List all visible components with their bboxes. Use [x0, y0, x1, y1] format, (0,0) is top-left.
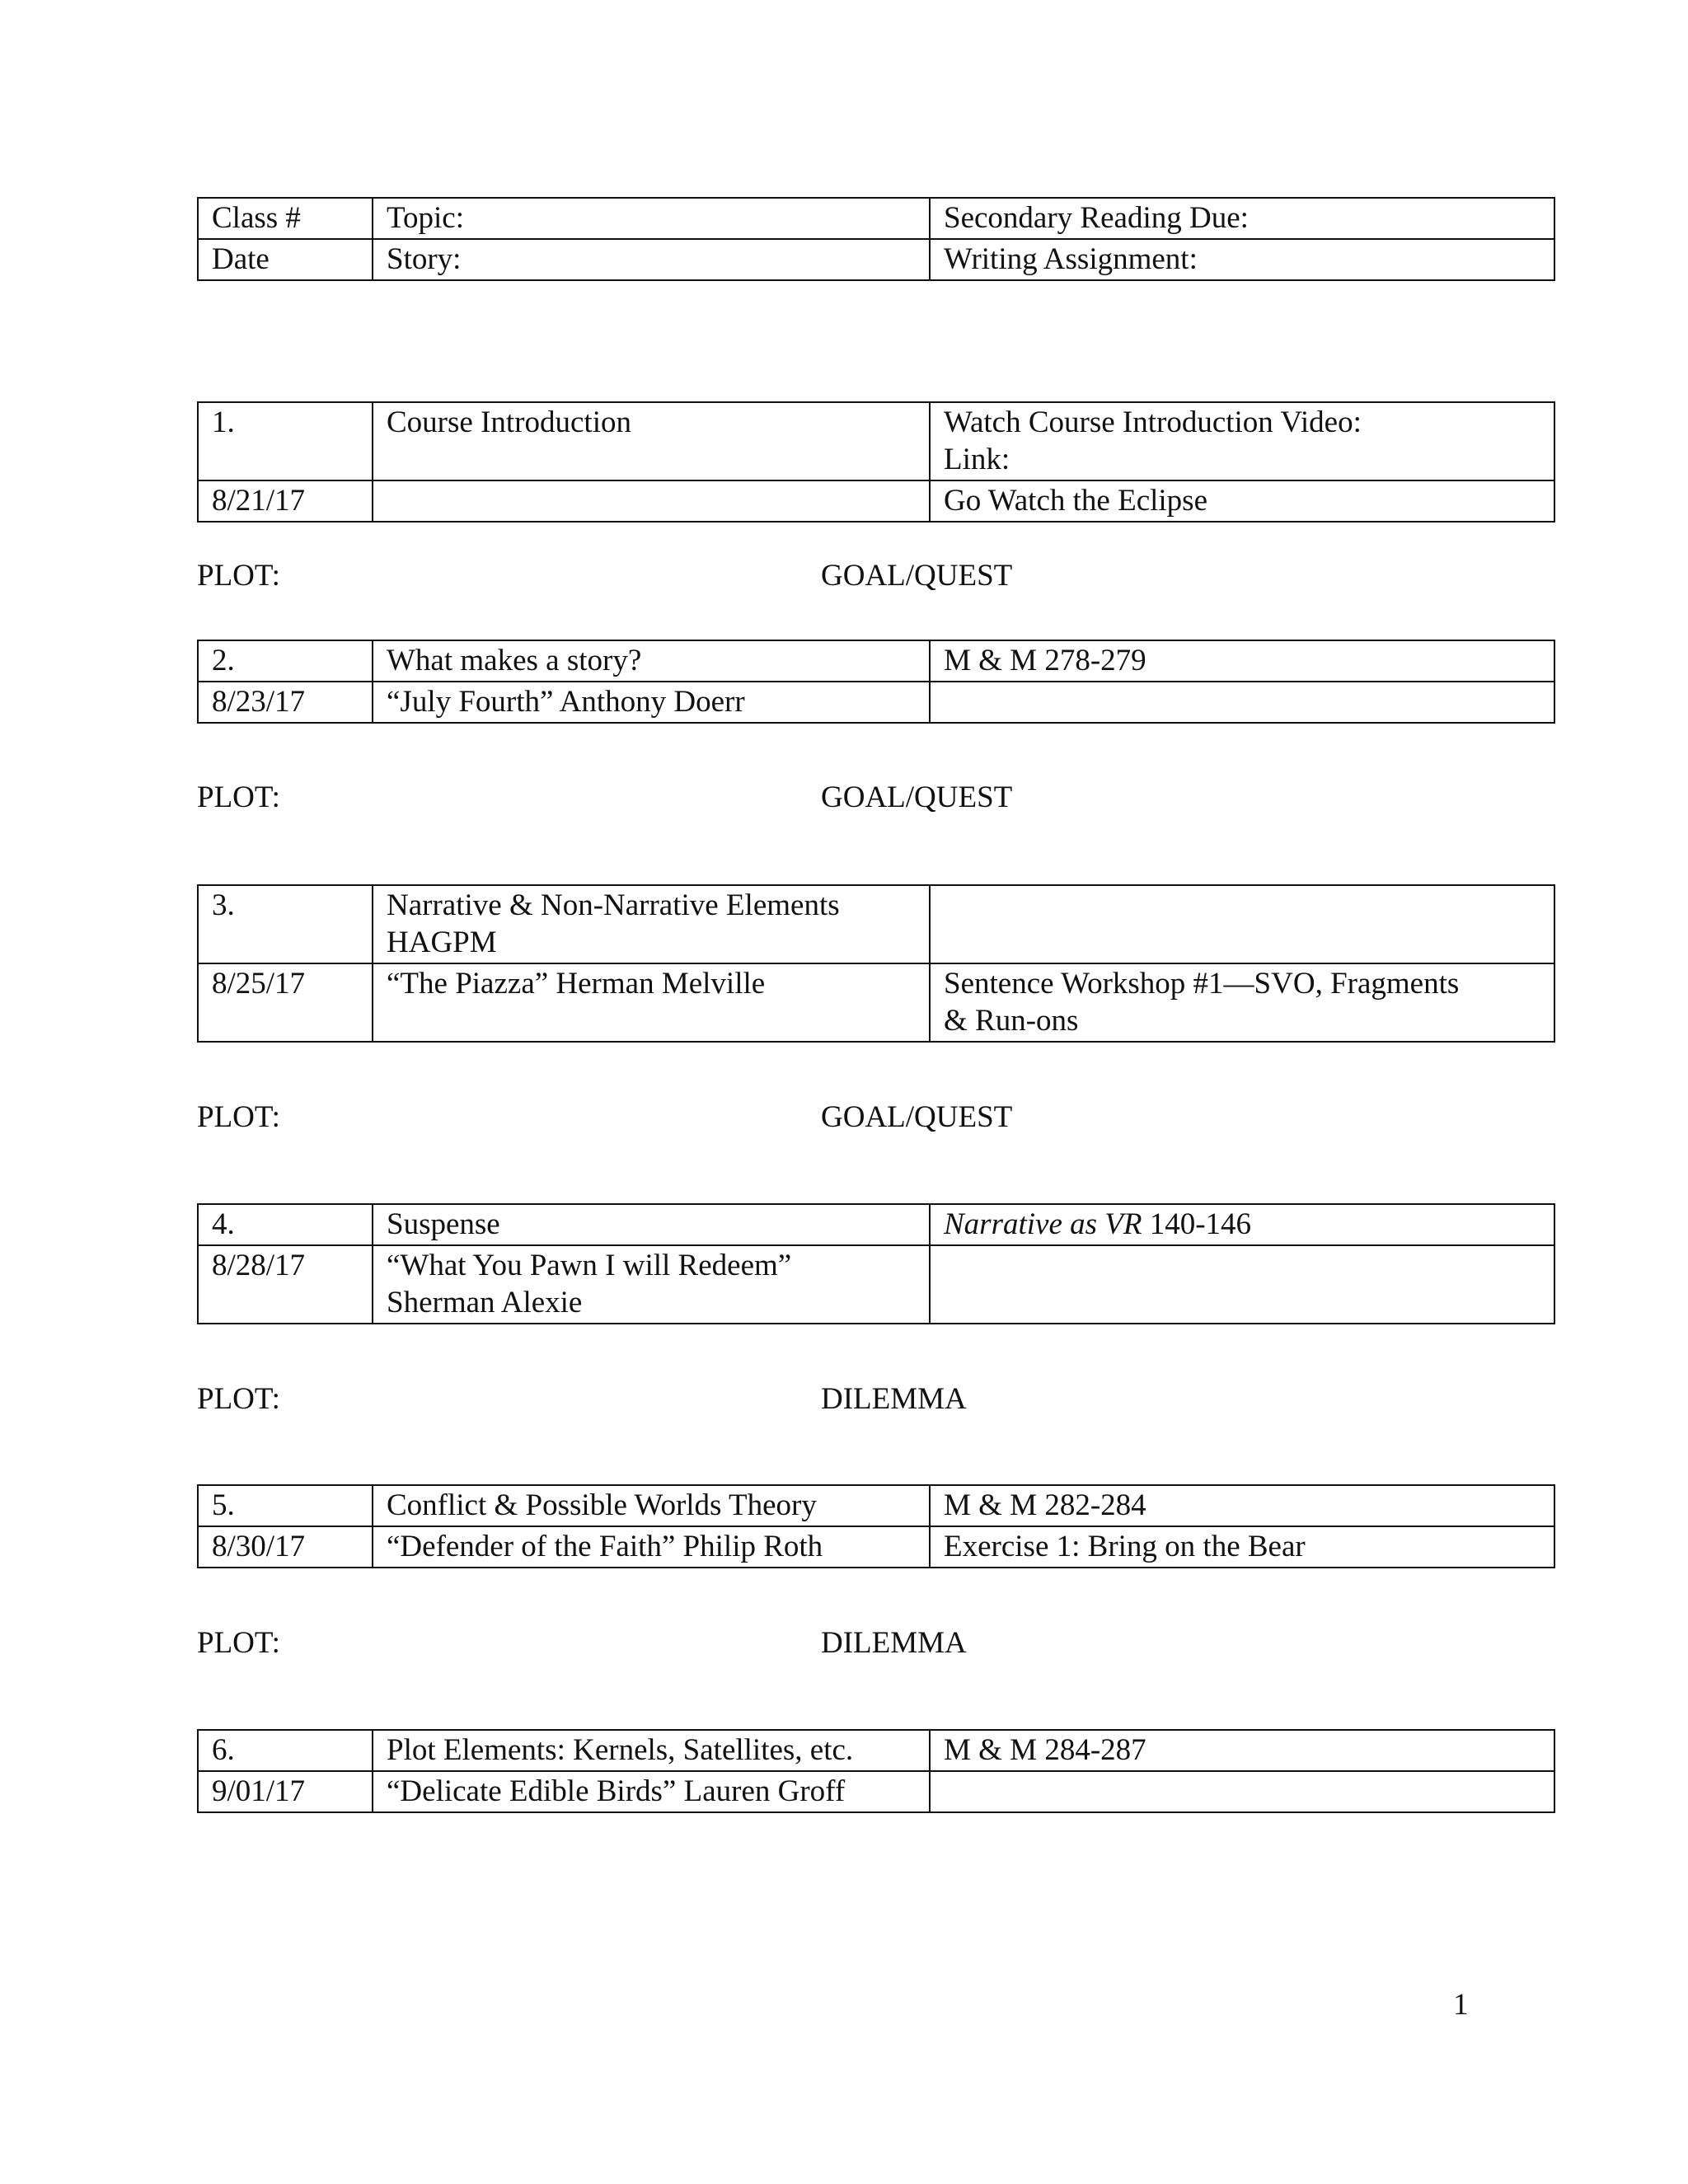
- video-link-label[interactable]: Link:: [944, 443, 1010, 476]
- class-2-table: [197, 640, 1555, 724]
- class-story: [373, 1245, 930, 1324]
- secondary-reading: [930, 885, 1554, 963]
- class-story: “The Piazza” Herman Melville: [373, 963, 930, 1042]
- plot-type-label: GOAL/QUEST: [821, 1100, 1013, 1134]
- class-4-table: [197, 1203, 1555, 1324]
- class-topic: Course Introduction: [373, 402, 930, 480]
- class-date: 8/25/17: [198, 963, 373, 1042]
- table-row: [198, 480, 1554, 522]
- table-row: [198, 1771, 1554, 1812]
- secondary-reading: [930, 402, 1554, 480]
- class-topic: Conflict & Possible Worlds Theory: [373, 1485, 930, 1526]
- writing-assignment-line: & Run-ons: [944, 1004, 1079, 1038]
- class-number: 1.: [198, 402, 373, 480]
- writing-assignment: Go Watch the Eclipse: [930, 480, 1554, 522]
- secondary-reading-line: Watch Course Introduction Video:: [944, 405, 1362, 439]
- plot-label: PLOT:: [197, 1382, 280, 1416]
- class-story-line: Sherman Alexie: [387, 1286, 583, 1319]
- topic-heading: Topic:: [373, 198, 930, 239]
- class-date: 8/21/17: [198, 480, 373, 522]
- table-row: [198, 1730, 1554, 1771]
- class-number: 2.: [198, 640, 373, 682]
- secondary-reading: M & M 282-284: [930, 1485, 1554, 1526]
- class-topic: Suspense: [373, 1204, 930, 1245]
- class-date: 8/30/17: [198, 1526, 373, 1568]
- table-row: [198, 198, 1554, 239]
- table-row: [198, 682, 1554, 723]
- table-row: [198, 1526, 1554, 1568]
- plot-label-row: [197, 779, 1470, 816]
- plot-label: PLOT:: [197, 1626, 280, 1660]
- class-date: 8/23/17: [198, 682, 373, 723]
- plot-label: PLOT:: [197, 1100, 280, 1134]
- class-topic-line: HAGPM: [387, 926, 497, 959]
- class-date: 8/28/17: [198, 1245, 373, 1324]
- writing-assignment-heading: Writing Assignment:: [930, 239, 1554, 280]
- writing-assignment-line: Sentence Workshop #1—SVO, Fragments: [944, 967, 1460, 1001]
- table-row: [198, 402, 1554, 480]
- page-number: 1: [1453, 1988, 1469, 2022]
- table-row: [198, 1204, 1554, 1245]
- plot-label-row: [197, 1380, 1470, 1418]
- plot-label: PLOT:: [197, 780, 280, 814]
- table-row: [198, 1245, 1554, 1324]
- writing-assignment: [930, 682, 1554, 723]
- date-heading: Date: [198, 239, 373, 280]
- book-title: Narrative as VR: [944, 1207, 1142, 1241]
- plot-label-row: [197, 1624, 1470, 1661]
- plot-label-row: [197, 557, 1470, 594]
- class-number: 6.: [198, 1730, 373, 1771]
- plot-type-label: GOAL/QUEST: [821, 780, 1013, 814]
- table-row: [198, 1485, 1554, 1526]
- secondary-reading: M & M 278-279: [930, 640, 1554, 682]
- plot-label: PLOT:: [197, 559, 280, 593]
- table-row: [198, 885, 1554, 963]
- class-topic: Plot Elements: Kernels, Satellites, etc.: [373, 1730, 930, 1771]
- secondary-reading: [930, 1204, 1554, 1245]
- class-topic-line: Narrative & Non-Narrative Elements: [387, 888, 840, 922]
- header-key-table: [197, 197, 1555, 281]
- plot-label-row: [197, 1099, 1470, 1136]
- class-number: 5.: [198, 1485, 373, 1526]
- class-5-table: [197, 1484, 1555, 1568]
- writing-assignment: [930, 963, 1554, 1042]
- plot-type-label: GOAL/QUEST: [821, 559, 1013, 593]
- class-story: [373, 480, 930, 522]
- secondary-reading-heading: Secondary Reading Due:: [930, 198, 1554, 239]
- class-number: 3.: [198, 885, 373, 963]
- writing-assignment: [930, 1245, 1554, 1324]
- class-number-heading: Class #: [198, 198, 373, 239]
- plot-type-label: DILEMMA: [821, 1626, 967, 1660]
- table-row: [198, 239, 1554, 280]
- class-story: “July Fourth” Anthony Doerr: [373, 682, 930, 723]
- page-range: 140-146: [1142, 1207, 1252, 1241]
- class-topic: [373, 885, 930, 963]
- writing-assignment: Exercise 1: Bring on the Bear: [930, 1526, 1554, 1568]
- class-topic: What makes a story?: [373, 640, 930, 682]
- story-heading: Story:: [373, 239, 930, 280]
- table-row: [198, 963, 1554, 1042]
- secondary-reading: M & M 284-287: [930, 1730, 1554, 1771]
- table-row: [198, 640, 1554, 682]
- class-date: 9/01/17: [198, 1771, 373, 1812]
- class-number: 4.: [198, 1204, 373, 1245]
- class-6-table: [197, 1729, 1555, 1813]
- class-story: “Defender of the Faith” Philip Roth: [373, 1526, 930, 1568]
- class-3-table: [197, 884, 1555, 1043]
- writing-assignment: [930, 1771, 1554, 1812]
- plot-type-label: DILEMMA: [821, 1382, 967, 1416]
- class-story-line: “What You Pawn I will Redeem”: [387, 1249, 792, 1282]
- class-story: “Delicate Edible Birds” Lauren Groff: [373, 1771, 930, 1812]
- class-1-table: [197, 401, 1555, 523]
